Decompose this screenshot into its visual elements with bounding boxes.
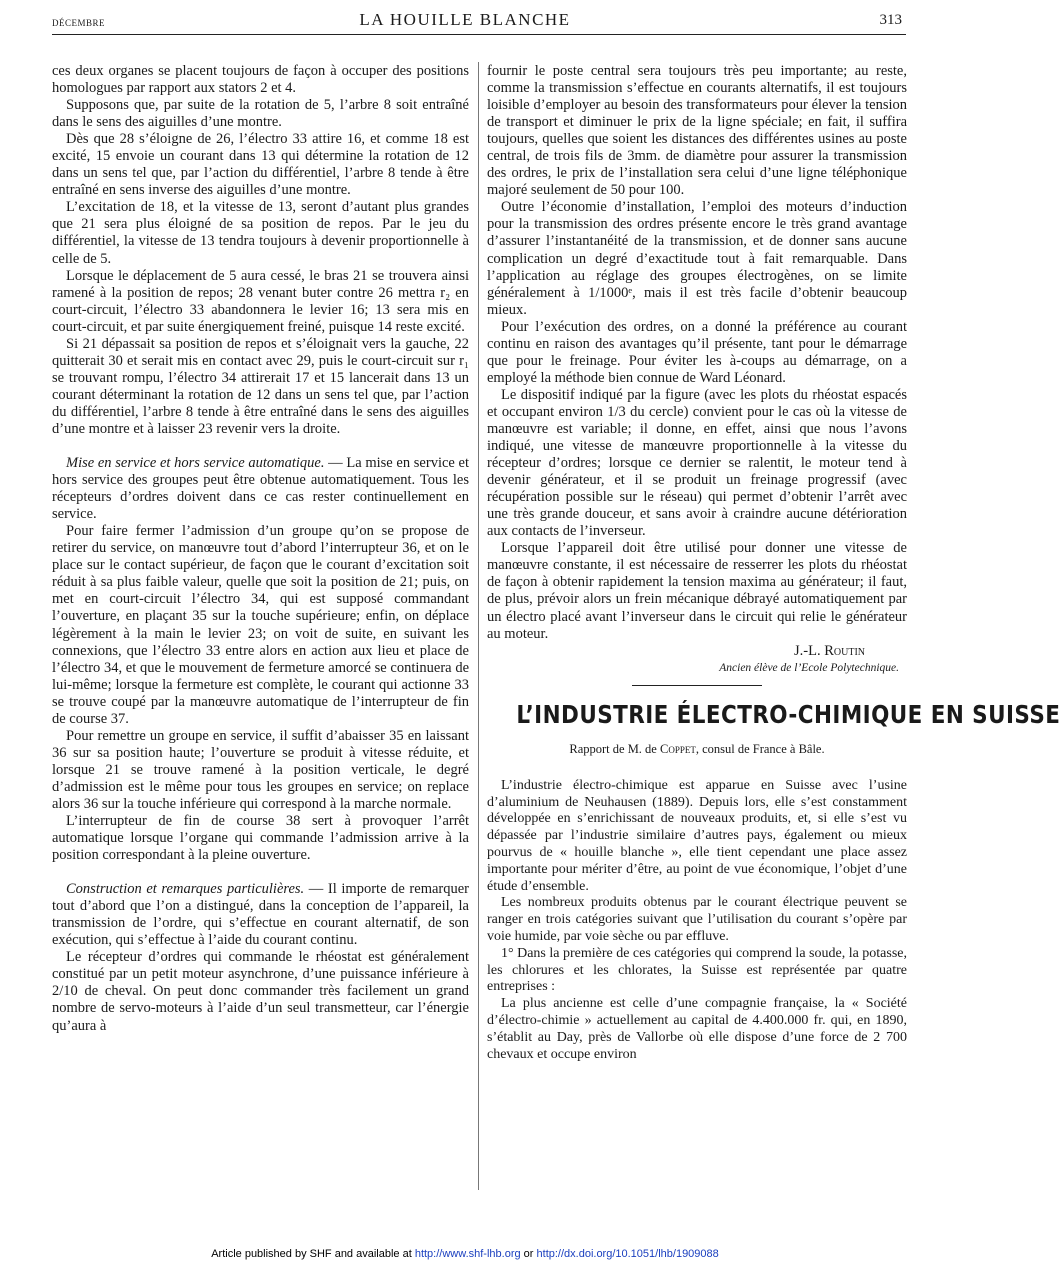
report-suffix: , consul de France à Bâle. bbox=[695, 741, 825, 756]
paragraph: Le dispositif indiqué par la figure (avec les plots du rhéostat espacés et occupant environ 1/3 du cercle) convient pour le cas où la vitesse de manœuvre est variable; il donne, en effet, ainsi que nous l’avons indiqué, une vitesse de manœuvre proportionnelle à la vitesse du récepteur d’ordres; lorsque ce dernier se ralentit, le moteur tend à devenir générateur, et il se produit un freinage progressif (avec récupération possible sur le réseau) qui permet d’obtenir l’arrêt avec une très grande douceur, et sans avoir à craindre aucune détérioration aux contacts de l’inverseur. bbox=[487, 386, 907, 540]
report-author: Coppet bbox=[659, 741, 696, 756]
paragraph: L’industrie électro-chimique est apparue en Suisse avec l’usine d’aluminium de Neuhausen (1889). Depuis lors, elle s’est constamment développée en s’enrichissant de nouveaux produits, et, si elle s’est vu dépassée par l’industrie similaire d’autres pays, également ou mieux pourvus de « houille blanche », elle tient cependant une place assez importante pour mériter d’être, au point de vue économique, l’objet d’une étude d’ensemble. bbox=[487, 777, 907, 894]
paragraph: Pour remettre un groupe en service, il suffit d’abaisser 35 en laissant 36 sur sa position haute; l’ouverture se produit à vitesse réduite, et lorsque 21 se trouve ramené à la position verticale, le degré d’admission est le même pour tous les groupes en service; on replace alors 36 sur la touche inférieure qui correspond à la marche normale. bbox=[52, 727, 469, 812]
report-prefix: Rapport de M. de bbox=[569, 741, 660, 756]
journal-title: LA HOUILLE BLANCHE bbox=[359, 10, 571, 29]
paragraph: Si 21 dépassait sa position de repos et s’éloignait vers la gauche, 22 quitterait 30 et serait mis en contact avec 29, puis le court-circuit sur r₁ se trouvant rompu, l’électro 34 attirerait 17 et 15 lancerait dans 13 un courant déterminant la rotation de 12 dans un sens tel que, par l’action du différentiel, l’arbre 8 tende à être entraîné dans le sens des aiguilles d’une montre et à laisser 23 revenir vers la droite. bbox=[52, 335, 469, 437]
doi-link[interactable]: http://dx.doi.org/10.1051/lhb/1909088 bbox=[536, 1248, 719, 1260]
paragraph: ces deux organes se placent toujours de façon à occuper des positions homologues par rapport aux stators 2 et 4. bbox=[52, 63, 469, 97]
header-rule bbox=[52, 34, 906, 35]
paragraph: Supposons que, par suite de la rotation de 5, l’arbre 8 soit entraîné dans le sens des aiguilles d’une montre. bbox=[52, 97, 469, 131]
paragraph: Pour l’exécution des ordres, on a donné la préférence au courant continu en raison des avantages qu’il présente, tant pour le démarrage que pour le freinage. Pour éviter les à-coups au démarrage, on a employé la méthode bien connue de Ward Léonard. bbox=[487, 318, 907, 386]
section-body: — La mise en service et hors service des groupes peut être obtenue automatiquement. Tous les récepteurs d’ordres doivent dans ce cas rester continuellement en service. bbox=[52, 455, 469, 523]
paragraph: Dès que 28 s’éloigne de 26, l’électro 33 attire 16, et comme 18 est excité, 15 envoie un courant dans 13 qui détermine la rotation de 12 dans un sens tel que, par l’action du différentiel, l’arbre 8 tende à être entraîné en sens inverse des aiguilles d’une montre. bbox=[52, 131, 469, 199]
spacer bbox=[52, 438, 469, 455]
section-paragraph bbox=[52, 881, 469, 949]
paragraph: Lorsque le déplacement de 5 aura cessé, le bras 21 se trouvera ainsi ramené à la position de repos; 28 venant buter contre 26 mettra r₂ en court-circuit, l’électro 33 abandonnera le levier 16; 13 sera mis en court-circuit, et par suite énergiquement freiné, puisque 14 reste excité. bbox=[52, 267, 469, 335]
page-number: 313 bbox=[879, 12, 902, 28]
article-separator bbox=[632, 685, 762, 686]
section-body: — Il importe de remarquer tout d’abord que l’on a distingué, dans la conception de l’appareil, la transmission de l’ordre, qui s’effectue en courant alternatif, de son exécution, qui s’effectue à l’aide du courant continu. bbox=[52, 881, 469, 949]
article-title: L’INDUSTRIE ÉLECTRO-CHIMIQUE EN SUISSE bbox=[516, 699, 1060, 729]
author-affiliation: Ancien élève de l’Ecole Polytechnique. bbox=[719, 661, 899, 674]
footer-middle: or bbox=[520, 1248, 537, 1260]
paragraph: Outre l’économie d’installation, l’emploi des moteurs d’induction pour la transmission des ordres présente encore le très grand avantage d’assurer l’instantanéité de la transmission, et de donner sans aucune complication un degré d’exactitude tout à fait remarquable. Dans l’application au réglage des groupes électrogènes, on se limite généralement à 1/1000ᵉ, mais il est très facile d’obtenir beaucoup mieux. bbox=[487, 199, 907, 318]
left-column bbox=[52, 63, 469, 1035]
paragraph: Le récepteur d’ordres qui commande le rhéostat est généralement constitué par un petit moteur asynchrone, d’une puissance inférieure à 2/10 de cheval. On peut donc commander très facilement un grand nombre de servo-moteurs à l’aide d’un seul transmetteur, car l’énergie qu’aura à bbox=[52, 949, 469, 1034]
column-divider bbox=[478, 62, 479, 1190]
section-heading: Construction et remarques particulières. bbox=[66, 881, 305, 898]
author-surname: Routin bbox=[824, 642, 865, 659]
paragraph: L’interrupteur de fin de course 38 sert à provoquer l’arrêt automatique lorsque l’organe qui commande l’admission arrive à la position correspondant à la pleine ouverture. bbox=[52, 813, 469, 864]
report-byline bbox=[487, 741, 907, 758]
header-month: DÉCEMBRE bbox=[52, 18, 106, 28]
paragraph: fournir le poste central sera toujours très peu importante; au reste, comme la transmission s’effectue en courants alternatifs, il est toujours loisible d’employer au besoin des transformateurs pour élever la tension de transport et diminuer le prix de la ligne spéciale; en fait, il suffira toujours, quelles que soient les distances des différentes usines au poste central, de trois fils de 3mm. de diamètre pour assurer la transmission des ordres, le prix de l’installation sera celui d’une ligne téléphonique majoré seulement de 50 pour 100. bbox=[487, 63, 907, 199]
paragraph: Pour faire fermer l’admission d’un groupe qu’on se propose de retirer du service, on manœuvre tout d’abord l’interrupteur 36, et on le place sur le contact supérieur, de façon que le courant d’excitation soit réduit à sa plus faible valeur, quelle que soit la position de 21; puis, on met en court-circuit l’électro 34, qui est supposé commandant l’ouverture, en plaçant 35 sur la touche supérieure; enfin, on déplace légèrement à la main le levier 23; on voit de suite, en suivant les connexions, que l’électro 33 entre alors en action aux lieu et place de l’électro 34, et que le mouvement de fermeture amorcé se continuera de lui-même; lorsque la fermeture est complète, le courant qui actionne 33 se trouve coupé par la manœuvre automatique de l’interrupteur de fin de course 37. bbox=[52, 523, 469, 727]
paragraph: Les nombreux produits obtenus par le courant électrique peuvent se ranger en trois catégories suivant que l’utilisation du courant s’opère par voie humide, par voie sèche ou par effluve. bbox=[487, 895, 907, 944]
author-initials: J.-L. bbox=[794, 642, 825, 659]
paragraph: La plus ancienne est celle d’une compagnie française, la « Société d’électro-chimie » actuellement au capital de 4.400.000 fr. qui, en 1890, s’établit au Day, près de Vallorbe où elle dispose d’une force de 2 700 chevaux et occupe environ bbox=[487, 996, 907, 1062]
right-column bbox=[487, 63, 1060, 1063]
author-signature bbox=[487, 643, 907, 660]
spacer bbox=[52, 864, 469, 881]
shf-link[interactable]: http://www.shf-lhb.org bbox=[414, 1248, 521, 1260]
footer-prefix: Article published by SHF and available at bbox=[211, 1248, 415, 1260]
paragraph: L’excitation de 18, et la vitesse de 13, seront d’autant plus grandes que 21 sera plus éloigné de sa position de repos. Par le jeu du différentiel, la vitesse de 13 tendra toujours à devenir proportionnelle à celle de 5. bbox=[52, 199, 469, 267]
paragraph: Lorsque l’appareil doit être utilisé pour donner une vitesse de manœuvre constante, il est nécessaire de resserrer les plots du rhéostat de façon à obtenir rapidement la tension maxima au générateur; il faut, de plus, prévoir alors un frein mécanique débrayé automatiquement par un électro placé avant l’inverseur dans le circuit qui relie le générateur au moteur. bbox=[487, 540, 907, 642]
spacer bbox=[487, 758, 907, 778]
section-paragraph bbox=[52, 455, 469, 523]
publication-footer bbox=[0, 1248, 930, 1260]
article-body bbox=[487, 778, 907, 1064]
section-heading: Mise en service et hors service automatique. bbox=[66, 455, 325, 472]
paragraph: 1° Dans la première de ces catégories qui comprend la soude, la potasse, les chlorures et les chlorates, la Suisse est représentée par quatre entreprises : bbox=[487, 945, 908, 995]
